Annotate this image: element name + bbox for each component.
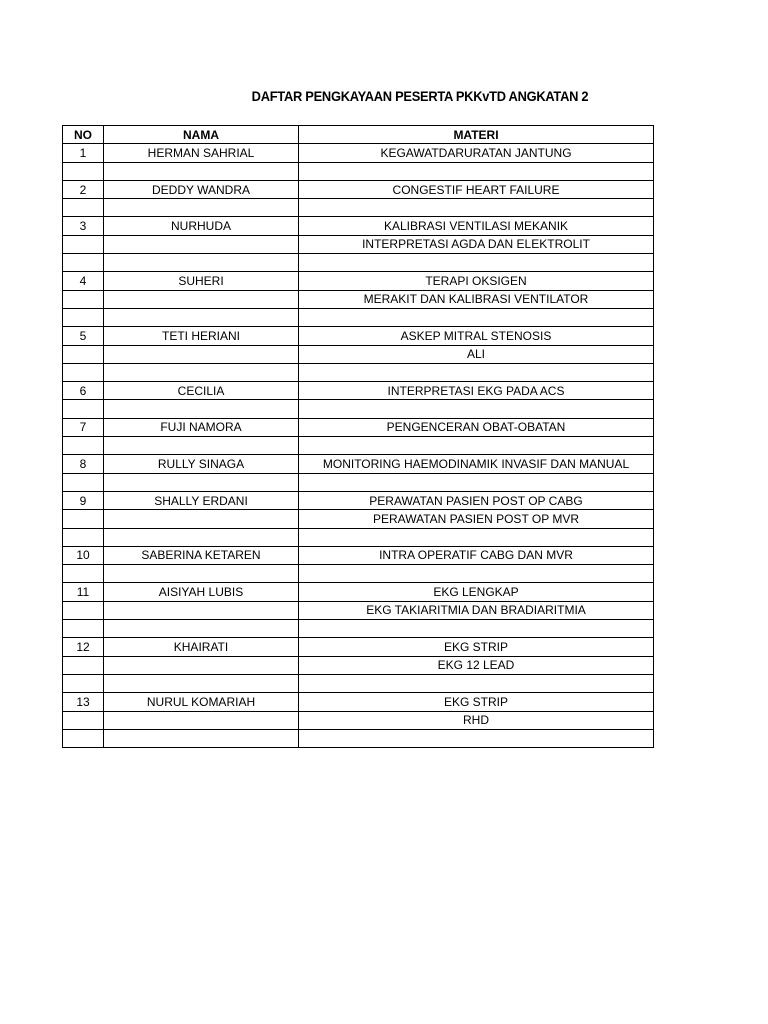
table-row [63,363,654,381]
cell-nama: SUHERI [104,272,299,290]
cell-no: 11 [63,583,104,601]
table-row [63,638,654,656]
cell-nama [104,674,299,692]
cell-nama [104,565,299,583]
table-row [63,308,654,326]
table-row [63,565,654,583]
cell-no: 9 [63,491,104,509]
cell-no: 2 [63,180,104,198]
cell-materi: KALIBRASI VENTILASI MEKANIK [299,217,654,235]
cell-materi: TERAPI OKSIGEN [299,272,654,290]
table-row [63,272,654,290]
cell-nama [104,363,299,381]
table-row [63,693,654,711]
cell-materi: EKG TAKIARITMIA DAN BRADIARITMIA [299,601,654,619]
cell-nama [104,254,299,272]
cell-materi [299,473,654,491]
table-row [63,455,654,473]
cell-materi: CONGESTIF HEART FAILURE [299,180,654,198]
cell-materi [299,565,654,583]
cell-no [63,473,104,491]
cell-materi: MONITORING HAEMODINAMIK INVASIF DAN MANUAL [299,455,654,473]
table-row [63,199,654,217]
cell-materi: MERAKIT DAN KALIBRASI VENTILATOR [299,290,654,308]
cell-no [63,363,104,381]
cell-no: 6 [63,382,104,400]
cell-nama: SABERINA KETAREN [104,546,299,564]
cell-nama [104,437,299,455]
page-title: DAFTAR PENGKAYAAN PESERTA PKKvTD ANGKATAN 2 [251,88,589,104]
cell-no [63,345,104,363]
cell-nama: RULLY SINAGA [104,455,299,473]
cell-materi [299,199,654,217]
cell-materi [299,162,654,180]
table-row [63,711,654,729]
cell-no [63,565,104,583]
cell-no [63,620,104,638]
cell-nama [104,510,299,528]
table-header-row [63,126,654,144]
table-body [63,144,654,748]
cell-materi: ASKEP MITRAL STENOSIS [299,327,654,345]
cell-nama [104,290,299,308]
cell-no [63,674,104,692]
table-row [63,235,654,253]
cell-materi: KEGAWATDARURATAN JANTUNG [299,144,654,162]
cell-materi [299,400,654,418]
cell-no: 10 [63,546,104,564]
table-row [63,345,654,363]
cell-materi: INTERPRETASI AGDA DAN ELEKTROLIT [299,235,654,253]
cell-materi: EKG STRIP [299,693,654,711]
cell-nama: DEDDY WANDRA [104,180,299,198]
cell-nama [104,400,299,418]
cell-nama: FUJI NAMORA [104,418,299,436]
cell-materi: PENGENCERAN OBAT-OBATAN [299,418,654,436]
cell-nama [104,473,299,491]
cell-no [63,510,104,528]
cell-nama [104,656,299,674]
column-header-nama: NAMA [104,126,299,144]
cell-nama [104,729,299,747]
cell-no [63,235,104,253]
cell-materi [299,528,654,546]
cell-materi: EKG STRIP [299,638,654,656]
cell-materi: PERAWATAN PASIEN POST OP CABG [299,491,654,509]
table-row [63,729,654,747]
table-row [63,546,654,564]
cell-nama [104,620,299,638]
cell-materi: ALI [299,345,654,363]
cell-no [63,437,104,455]
cell-nama: KHAIRATI [104,638,299,656]
cell-nama: SHALLY ERDANI [104,491,299,509]
cell-no [63,400,104,418]
table-row [63,162,654,180]
cell-no [63,601,104,619]
table-row [63,583,654,601]
table-row [63,418,654,436]
table-row [63,674,654,692]
cell-nama [104,711,299,729]
cell-no: 5 [63,327,104,345]
cell-no: 13 [63,693,104,711]
cell-no: 3 [63,217,104,235]
cell-no [63,254,104,272]
cell-nama [104,308,299,326]
column-header-no: NO [63,126,104,144]
cell-materi [299,254,654,272]
cell-nama: HERMAN SAHRIAL [104,144,299,162]
cell-materi [299,308,654,326]
cell-nama: NURHUDA [104,217,299,235]
cell-materi: RHD [299,711,654,729]
cell-nama [104,162,299,180]
table-row [63,656,654,674]
cell-no [63,308,104,326]
cell-no [63,528,104,546]
cell-materi [299,363,654,381]
cell-materi: INTERPRETASI EKG PADA ACS [299,382,654,400]
table-row [63,382,654,400]
table-row [63,290,654,308]
table-row [63,144,654,162]
cell-no [63,729,104,747]
cell-no [63,711,104,729]
cell-nama: AISIYAH LUBIS [104,583,299,601]
cell-materi [299,620,654,638]
table-row [63,491,654,509]
table-row [63,437,654,455]
table-row [63,327,654,345]
cell-nama [104,199,299,217]
cell-nama [104,528,299,546]
cell-no [63,199,104,217]
cell-no: 8 [63,455,104,473]
participant-table [62,125,654,748]
cell-nama [104,345,299,363]
cell-no: 12 [63,638,104,656]
cell-no [63,656,104,674]
cell-materi: INTRA OPERATIF CABG DAN MVR [299,546,654,564]
cell-nama [104,235,299,253]
cell-no [63,290,104,308]
table-row [63,473,654,491]
cell-nama: TETI HERIANI [104,327,299,345]
cell-no: 4 [63,272,104,290]
cell-materi: PERAWATAN PASIEN POST OP MVR [299,510,654,528]
cell-materi [299,729,654,747]
table-row [63,254,654,272]
cell-no [63,162,104,180]
table-row [63,217,654,235]
cell-materi: EKG LENGKAP [299,583,654,601]
table-row [63,601,654,619]
cell-materi [299,437,654,455]
table-row [63,620,654,638]
cell-materi: EKG 12 LEAD [299,656,654,674]
table-row [63,528,654,546]
cell-materi [299,674,654,692]
cell-nama [104,601,299,619]
cell-nama: CECILIA [104,382,299,400]
table-row [63,510,654,528]
cell-no: 7 [63,418,104,436]
cell-no: 1 [63,144,104,162]
column-header-materi: MATERI [299,126,654,144]
cell-nama: NURUL KOMARIAH [104,693,299,711]
table-row [63,180,654,198]
table-row [63,400,654,418]
